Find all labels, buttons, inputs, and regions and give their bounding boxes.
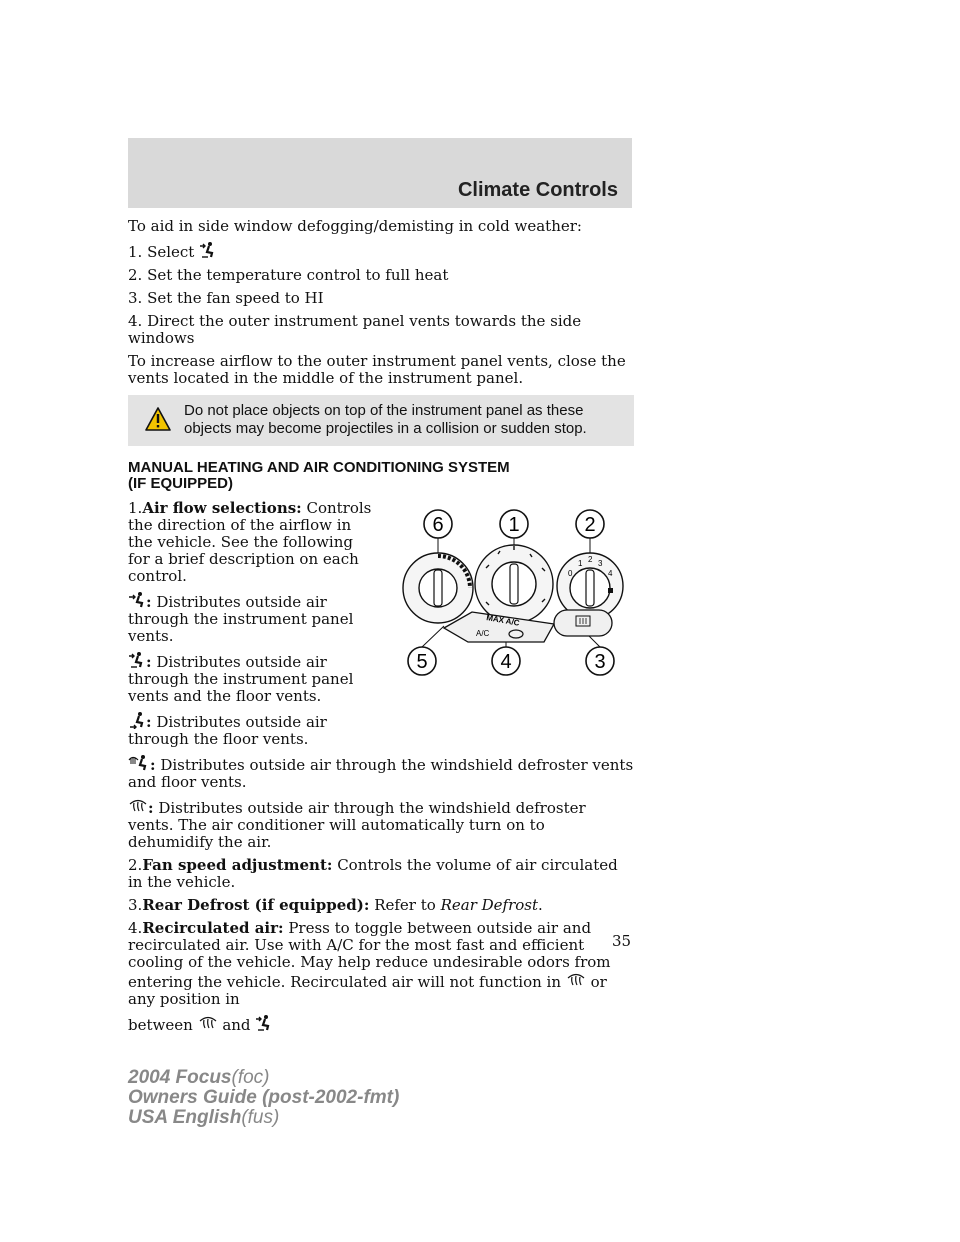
defrost-icon bbox=[128, 797, 148, 815]
footer-line-3: USA English(fus) bbox=[128, 1107, 280, 1128]
floor-defrost-icon bbox=[128, 754, 150, 772]
svg-text:3: 3 bbox=[594, 651, 606, 673]
rear-defrost-button[interactable] bbox=[554, 610, 612, 636]
callout-5 bbox=[408, 647, 436, 675]
callout-2 bbox=[576, 510, 604, 538]
step-1: 1. Select bbox=[128, 241, 634, 261]
air-flow-knob[interactable] bbox=[475, 545, 553, 623]
item-4-between: between and bbox=[128, 1014, 634, 1034]
footer-line-1: 2004 Focus(foc) bbox=[128, 1067, 270, 1088]
footer-line-2: Owners Guide (post-2002-fmt) bbox=[128, 1087, 400, 1108]
svg-text:0: 0 bbox=[568, 569, 573, 578]
header-band bbox=[128, 138, 632, 208]
mode-panel: : Distributes outside air through the instrument panel vents. bbox=[128, 593, 354, 645]
svg-text:MAX A/C: MAX A/C bbox=[485, 613, 521, 628]
step-2: 2. Set the temperature control to full heat bbox=[128, 266, 449, 284]
defrost-icon bbox=[198, 1014, 218, 1032]
panel-floor-vent-icon bbox=[128, 651, 146, 669]
intro-text: To aid in side window defogging/demisting in cold weather: bbox=[128, 217, 582, 235]
callout-3 bbox=[586, 647, 614, 675]
page-number: 35 bbox=[612, 932, 632, 950]
svg-text:1: 1 bbox=[508, 514, 520, 536]
svg-text:2: 2 bbox=[588, 555, 593, 564]
mode-floor-defrost: : Distributes outside air through the windshield defroster vents and floor vents. bbox=[128, 756, 634, 791]
mode-panel-floor: : Distributes outside air through the instrument panel vents and the floor vents. bbox=[128, 653, 354, 705]
item-2: 2.Fan speed adjustment: Controls the volume of air circulated in the vehicle. bbox=[128, 856, 618, 891]
item-3: 3.Rear Defrost (if equipped): Refer to Rear Defrost. bbox=[128, 896, 543, 914]
mode-defrost: : Distributes outside air through the windshield defroster vents. The air conditioner will automatically turn on to dehumidify the air. bbox=[128, 799, 586, 851]
svg-text:5: 5 bbox=[416, 651, 428, 673]
panel-vent-icon bbox=[128, 591, 146, 609]
temperature-knob[interactable] bbox=[403, 553, 473, 623]
defrost-icon bbox=[566, 971, 586, 989]
svg-text:A/C: A/C bbox=[476, 629, 490, 638]
svg-text:1: 1 bbox=[578, 559, 583, 568]
svg-text:4: 4 bbox=[500, 651, 512, 673]
panel-floor-vent-icon bbox=[255, 1014, 273, 1032]
callout-6 bbox=[424, 510, 452, 538]
svg-text:6: 6 bbox=[432, 514, 444, 536]
air-flow-section bbox=[128, 500, 634, 754]
air-flow-description bbox=[128, 500, 376, 754]
floor-vent-icon bbox=[128, 711, 146, 729]
svg-text:4: 4 bbox=[608, 569, 613, 578]
page-title: Climate Controls bbox=[457, 179, 618, 201]
footer bbox=[128, 1068, 399, 1128]
svg-text:3: 3 bbox=[598, 559, 603, 568]
step-4: 4. Direct the outer instrument panel vents towards the side windows bbox=[128, 312, 582, 347]
airflow-paragraph: To increase airflow to the outer instrument panel vents, close the vents located in the middle of the instrument panel. bbox=[128, 352, 626, 387]
control-panel-illustration bbox=[394, 506, 634, 676]
warning-triangle-icon bbox=[140, 406, 176, 432]
panel-floor-vent-icon bbox=[199, 241, 217, 259]
ac-recirc-button[interactable] bbox=[444, 612, 554, 642]
warning-text: Do not place objects on top of the instrument panel as these objects may become projectiles in a collision or sudden stop. bbox=[184, 402, 587, 437]
warning-box bbox=[128, 395, 634, 446]
climate-control-diagram bbox=[394, 506, 634, 754]
section-heading: MANUAL HEATING AND AIR CONDITIONING SYSTEM (IF EQUIPPED) bbox=[128, 459, 510, 492]
mode-floor: : Distributes outside air through the floor vents. bbox=[128, 713, 327, 748]
svg-text:2: 2 bbox=[584, 514, 596, 536]
fan-speed-knob[interactable] bbox=[557, 553, 623, 619]
page-content bbox=[128, 218, 634, 1040]
item-4: 4.Recirculated air: Press to toggle between outside air and recirculated air. Use with A/C for the most fast and efficient cooling of the vehicle. May help reduce undesirable odors from entering the vehicle. Recirculated air will not function in or any position in bbox=[128, 919, 611, 1008]
callout-4 bbox=[492, 647, 520, 675]
item-1: 1.Air flow selections: Controls the direction of the airflow in the vehicle. See the following for a brief description on each control. bbox=[128, 499, 372, 585]
step-3: 3. Set the fan speed to HI bbox=[128, 289, 324, 307]
callout-1 bbox=[500, 510, 528, 538]
